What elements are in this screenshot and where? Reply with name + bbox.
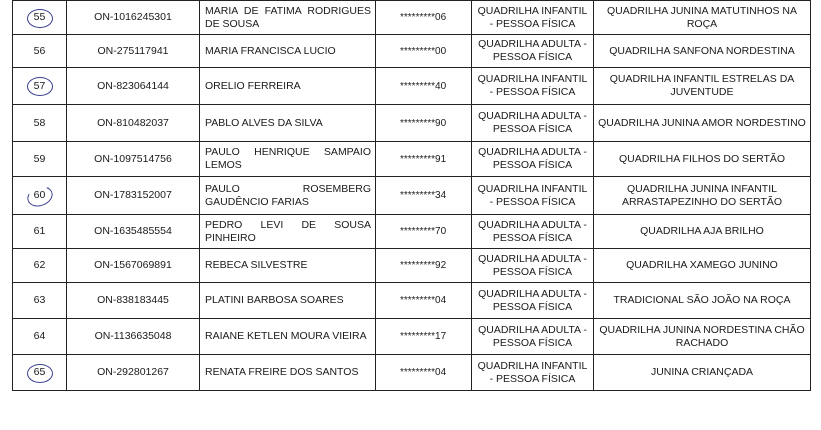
cpf-cell: *********34 — [376, 177, 472, 215]
group-cell: QUADRILHA XAMEGO JUNINO — [594, 249, 811, 283]
row-number: 56 — [33, 44, 46, 57]
category-cell: QUADRILHA ADULTA - PESSOA FÍSICA — [472, 283, 594, 319]
table-row — [13, 177, 811, 215]
protocol-cell: ON-1783152007 — [67, 177, 200, 215]
table-row — [13, 68, 811, 105]
name-cell: RAIANE KETLEN MOURA VIEIRA — [200, 319, 376, 355]
row-number-cell — [13, 1, 67, 35]
results-table — [12, 0, 811, 391]
name-cell: MARIA DE FATIMA RODRIGUES DE SOUSA — [200, 1, 376, 35]
name-cell: REBECA SILVESTRE — [200, 249, 376, 283]
cpf-cell: *********90 — [376, 105, 472, 142]
table-row — [13, 355, 811, 391]
category-cell: QUADRILHA ADULTA - PESSOA FÍSICA — [472, 142, 594, 177]
protocol-cell: ON-1136635048 — [67, 319, 200, 355]
cpf-cell: *********70 — [376, 215, 472, 249]
row-number: 57 — [33, 79, 46, 92]
name-cell: ORELIO FERREIRA — [200, 68, 376, 105]
group-cell: QUADRILHA SANFONA NORDESTINA — [594, 35, 811, 68]
cpf-cell: *********92 — [376, 249, 472, 283]
category-cell: QUADRILHA INFANTIL - PESSOA FÍSICA — [472, 68, 594, 105]
category-cell: QUADRILHA ADULTA - PESSOA FÍSICA — [472, 319, 594, 355]
cpf-cell: *********06 — [376, 1, 472, 35]
row-number-cell — [13, 319, 67, 355]
cpf-cell: *********17 — [376, 319, 472, 355]
row-number-cell — [13, 177, 67, 215]
cpf-cell: *********91 — [376, 142, 472, 177]
group-cell: QUADRILHA JUNINA AMOR NORDESTINO — [594, 105, 811, 142]
name-cell: PEDRO LEVI DE SOUSA PINHEIRO — [200, 215, 376, 249]
cpf-cell: *********04 — [376, 283, 472, 319]
table-row — [13, 35, 811, 68]
protocol-cell: ON-1097514756 — [67, 142, 200, 177]
row-number-cell — [13, 249, 67, 283]
protocol-cell: ON-838183445 — [67, 283, 200, 319]
protocol-cell: ON-292801267 — [67, 355, 200, 391]
category-cell: QUADRILHA INFANTIL - PESSOA FÍSICA — [472, 1, 594, 35]
row-number: 59 — [33, 152, 46, 165]
category-cell: QUADRILHA ADULTA - PESSOA FÍSICA — [472, 215, 594, 249]
table-row — [13, 105, 811, 142]
protocol-cell: ON-810482037 — [67, 105, 200, 142]
protocol-cell: ON-275117941 — [67, 35, 200, 68]
group-cell: QUADRILHA FILHOS DO SERTÃO — [594, 142, 811, 177]
group-cell: TRADICIONAL SÃO JOÃO NA ROÇA — [594, 283, 811, 319]
row-number-cell — [13, 35, 67, 68]
group-cell: QUADRILHA JUNINA NORDESTINA CHÃO RACHADO — [594, 319, 811, 355]
group-cell: QUADRILHA JUNINA INFANTIL ARRASTAPEZINHO DO SERTÃO — [594, 177, 811, 215]
cpf-cell: *********04 — [376, 355, 472, 391]
row-number-cell — [13, 215, 67, 249]
category-cell: QUADRILHA INFANTIL - PESSOA FÍSICA — [472, 355, 594, 391]
table-body — [13, 1, 811, 391]
protocol-cell: ON-1635485554 — [67, 215, 200, 249]
protocol-cell: ON-1567069891 — [67, 249, 200, 283]
category-cell: QUADRILHA ADULTA - PESSOA FÍSICA — [472, 35, 594, 68]
row-number: 60 — [33, 189, 46, 201]
row-number: 64 — [33, 330, 46, 342]
row-number-cell — [13, 68, 67, 105]
table-row — [13, 215, 811, 249]
name-cell: PAULO ROSEMBERG GAUDÊNCIO FARIAS — [200, 177, 376, 215]
cpf-cell: *********00 — [376, 35, 472, 68]
name-cell: PABLO ALVES DA SILVA — [200, 105, 376, 142]
protocol-cell: ON-823064144 — [67, 68, 200, 105]
document-sheet — [12, 0, 810, 391]
category-cell: QUADRILHA ADULTA - PESSOA FÍSICA — [472, 249, 594, 283]
table-row — [13, 283, 811, 319]
group-cell: QUADRILHA AJA BRILHO — [594, 215, 811, 249]
category-cell: QUADRILHA ADULTA - PESSOA FÍSICA — [472, 105, 594, 142]
row-number: 63 — [33, 294, 46, 306]
name-cell: PLATINI BARBOSA SOARES — [200, 283, 376, 319]
protocol-cell: ON-1016245301 — [67, 1, 200, 35]
row-number: 65 — [33, 366, 46, 378]
name-cell: PAULO HENRIQUE SAMPAIO LEMOS — [200, 142, 376, 177]
row-number: 55 — [33, 11, 46, 23]
group-cell: QUADRILHA INFANTIL ESTRELAS DA JUVENTUDE — [594, 68, 811, 105]
table-row — [13, 319, 811, 355]
category-cell: QUADRILHA INFANTIL - PESSOA FÍSICA — [472, 177, 594, 215]
name-cell: RENATA FREIRE DOS SANTOS — [200, 355, 376, 391]
row-number-cell — [13, 105, 67, 142]
group-cell: QUADRILHA JUNINA MATUTINHOS NA ROÇA — [594, 1, 811, 35]
row-number-cell — [13, 142, 67, 177]
row-number-cell — [13, 283, 67, 319]
name-cell: MARIA FRANCISCA LUCIO — [200, 35, 376, 68]
table-row — [13, 1, 811, 35]
row-number: 62 — [33, 259, 46, 271]
row-number: 58 — [33, 116, 46, 129]
row-number-cell — [13, 355, 67, 391]
table-row — [13, 142, 811, 177]
table-row — [13, 249, 811, 283]
cpf-cell: *********40 — [376, 68, 472, 105]
row-number: 61 — [33, 225, 46, 237]
group-cell: JUNINA CRIANÇADA — [594, 355, 811, 391]
